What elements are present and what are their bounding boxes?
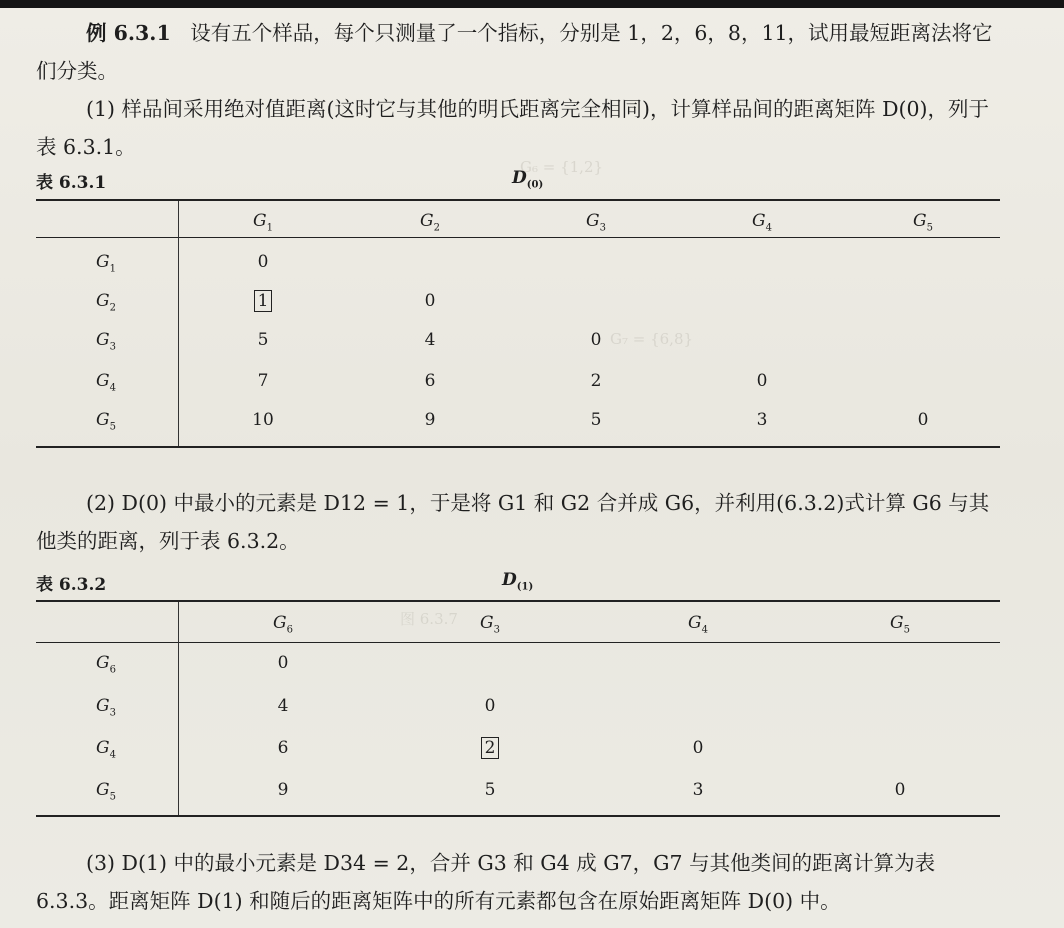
row-header: $G_5$ — [96, 410, 116, 433]
row-header: $G_3$ — [96, 696, 116, 719]
column-header: $G_5$ — [913, 211, 933, 234]
table-header-rule — [36, 237, 1000, 238]
column-header: $G_3$ — [480, 613, 500, 636]
table-label: 表 6.3.2 — [36, 575, 107, 595]
matrix-title: $D_{(0)}$ — [512, 168, 544, 191]
example-paragraph — [36, 14, 1006, 90]
bleed-through-text: 图 6.3.7 — [400, 610, 458, 628]
row-header: $G_4$ — [96, 371, 116, 394]
table-cell: 5 — [590, 410, 602, 430]
table-cell: 4 — [277, 696, 289, 716]
column-header: $G_2$ — [420, 211, 440, 234]
table-cell: 0 — [484, 696, 496, 716]
table-cell: 0 — [590, 330, 602, 350]
table-cell: 1 — [243, 291, 283, 311]
bleed-through-text: G₆ = {1,2} — [520, 158, 604, 176]
row-header: $G_6$ — [96, 653, 116, 676]
step2-paragraph: (2) D(0) 中最小的元素是 D12 = 1，于是将 G1 和 G2 合并成 G6，并利用(6.3.2)式计算 G6 与其他类的距离，列于表 6.3.2。 — [36, 491, 990, 553]
column-header: $G_6$ — [273, 613, 293, 636]
table-cell: 6 — [424, 371, 436, 391]
column-header: $G_4$ — [688, 613, 708, 636]
table-cell: 0 — [257, 252, 269, 272]
column-header: $G_4$ — [752, 211, 772, 234]
table-bottom-rule — [36, 815, 1000, 817]
column-header: $G_3$ — [586, 211, 606, 234]
table-cell: 0 — [894, 780, 906, 800]
matrix-title: $D_{(1)}$ — [502, 570, 534, 593]
table-cell: 7 — [257, 371, 269, 391]
table-cell: 5 — [484, 780, 496, 800]
column-header: $G_5$ — [890, 613, 910, 636]
table-column-divider — [178, 602, 179, 815]
top-border — [0, 0, 1064, 8]
table-cell: 5 — [257, 330, 269, 350]
row-header: $G_5$ — [96, 780, 116, 803]
bleed-through-text: G₇ = {6,8} — [610, 330, 694, 348]
table-cell: 0 — [424, 291, 436, 311]
table-cell: 0 — [756, 371, 768, 391]
document-page — [0, 8, 1064, 928]
table-cell: 2 — [590, 371, 602, 391]
table-cell: 9 — [424, 410, 436, 430]
table-cell: 6 — [277, 738, 289, 758]
table-cell: 0 — [692, 738, 704, 758]
step3-paragraph: (3) D(1) 中的最小元素是 D34 = 2，合并 G3 和 G4 成 G7，G7 与其他类间的距离计算为表 6.3.3。距离矩阵 D(1) 和随后的距离矩阵中的所有元素都包含在原始距离矩阵 D(0) 中。 — [36, 851, 936, 913]
row-header: $G_3$ — [96, 330, 116, 353]
example-label: 例 6.3.1 — [86, 21, 171, 45]
table-bottom-rule — [36, 446, 1000, 448]
table-cell: 4 — [424, 330, 436, 350]
example-text: 设有五个样品，每个只测量了一个指标，分别是 1，2，6，8，11，试用最短距离法将它们分类。 — [36, 21, 993, 83]
row-header: $G_4$ — [96, 738, 116, 761]
column-header: $G_1$ — [253, 211, 273, 234]
table-cell: 0 — [917, 410, 929, 430]
row-header: $G_2$ — [96, 291, 116, 314]
table-cell: 2 — [470, 738, 510, 758]
table-top-rule — [36, 199, 1000, 201]
table-top-rule — [36, 600, 1000, 602]
step1-paragraph: (1) 样品间采用绝对值距离(这时它与其他的明氏距离完全相同)，计算样品间的距离矩阵 D(0)，列于表 6.3.1。 — [36, 97, 990, 159]
table-cell: 9 — [277, 780, 289, 800]
table-cell: 10 — [252, 410, 274, 430]
table-cell: 3 — [756, 410, 768, 430]
table-label: 表 6.3.1 — [36, 173, 107, 193]
table-cell: 0 — [277, 653, 289, 673]
table-header-rule — [36, 642, 1000, 643]
row-header: $G_1$ — [96, 252, 116, 275]
table-cell: 3 — [692, 780, 704, 800]
table-column-divider — [178, 201, 179, 446]
